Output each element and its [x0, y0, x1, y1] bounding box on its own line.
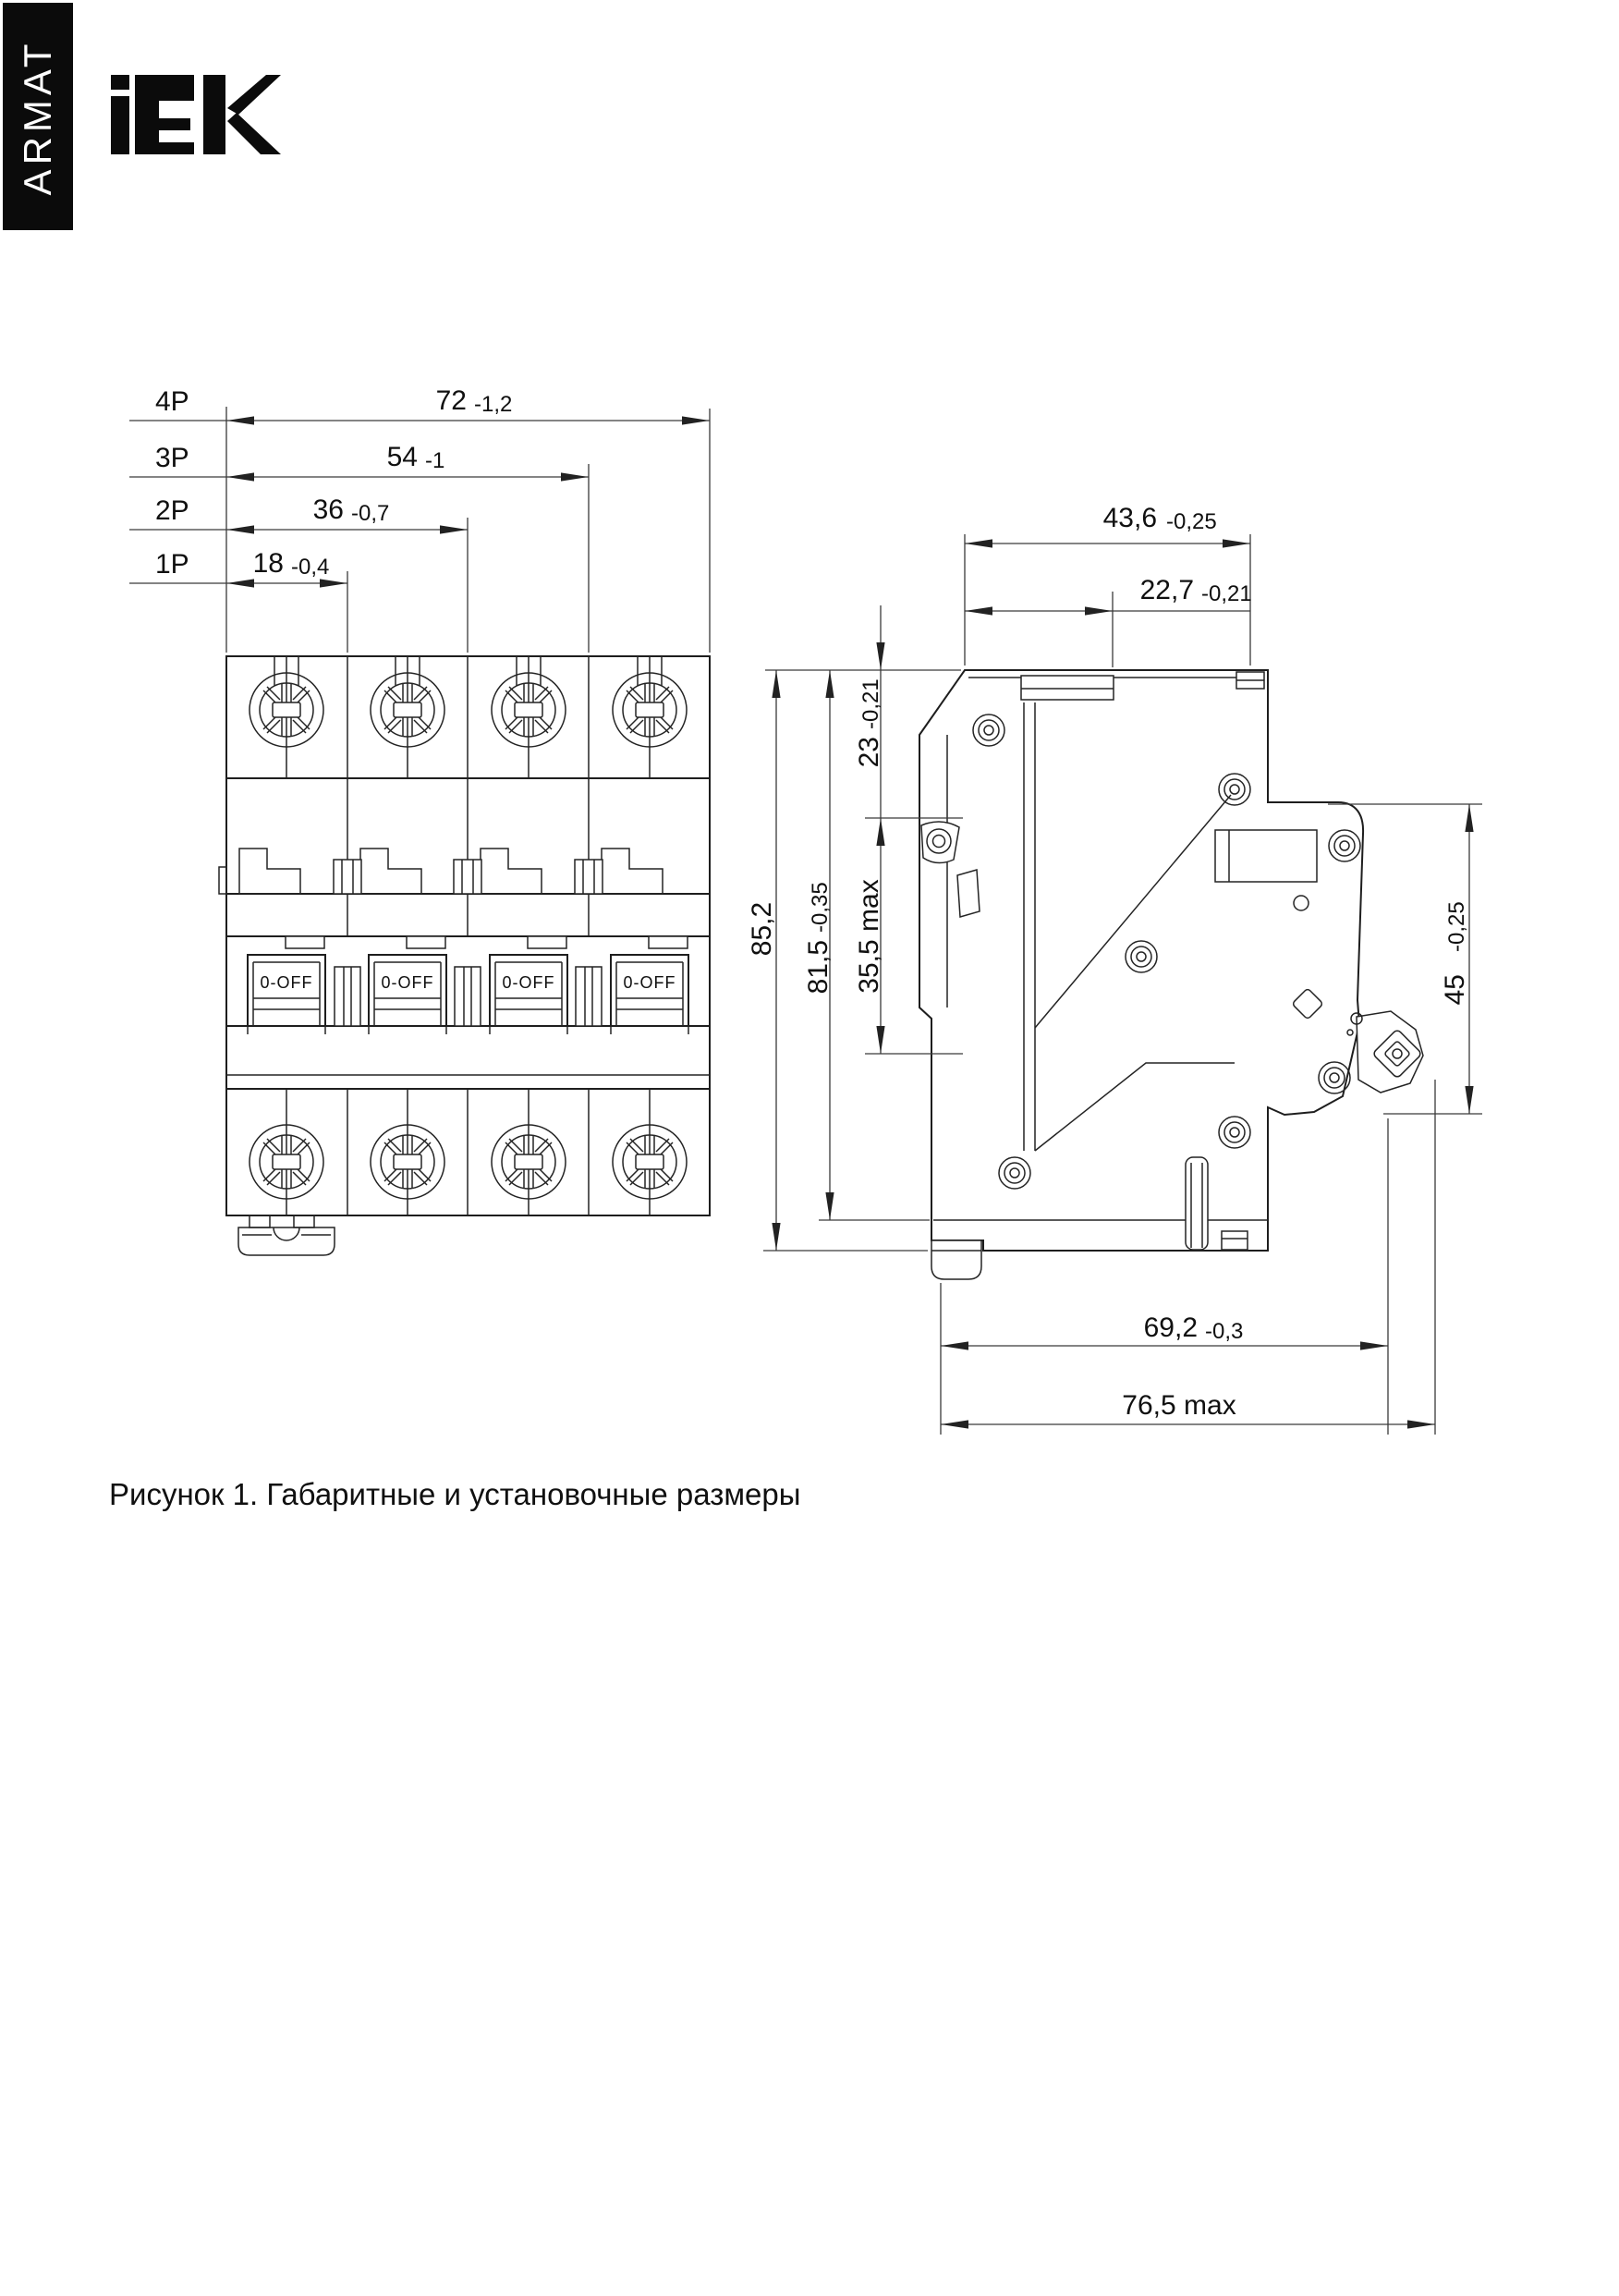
series-label: ARMAT — [16, 39, 59, 196]
dim-76-5-value: 76,5 max — [1122, 1390, 1236, 1421]
dim-36-value: 36 — [312, 495, 344, 525]
dim-43-6-tolerance: -0,25 — [1166, 509, 1217, 534]
pole-label-4p: 4P — [155, 386, 189, 417]
front-dimensions — [129, 385, 710, 653]
dim-18-value: 18 — [252, 548, 284, 579]
latch-wedge — [957, 870, 980, 917]
front-terminal-band — [219, 849, 663, 894]
dim-45-value: 45 — [1440, 974, 1470, 1006]
front-view — [129, 385, 710, 1255]
rail-clamp-pawl — [1347, 1011, 1423, 1093]
pole-label-1p: 1P — [155, 549, 189, 580]
dim-22-7-tolerance: -0,21 — [1201, 581, 1252, 606]
dim-23-value: 23 — [854, 737, 884, 768]
dim-54-tolerance: -1 — [425, 448, 445, 473]
pole-label-2p: 2P — [155, 495, 189, 526]
side-body-outline — [919, 670, 1363, 1251]
dim-72-value: 72 — [435, 385, 467, 416]
toggle-label: 0-OFF — [381, 973, 434, 992]
dim-69-2-tolerance: -0,3 — [1205, 1319, 1244, 1344]
side-din-foot — [931, 1240, 981, 1279]
dim-81-5-value: 81,5 — [803, 940, 834, 995]
dim-36-tolerance: -0,7 — [351, 501, 390, 526]
iek-logo — [111, 75, 281, 154]
dim-81-5-tolerance: -0,35 — [808, 882, 833, 933]
side-view — [747, 503, 1482, 1435]
dim-22-7-value: 22,7 — [1139, 575, 1194, 605]
dim-85-2-value: 85,2 — [747, 901, 777, 957]
dim-43-6-value: 43,6 — [1102, 503, 1157, 533]
front-toggles — [248, 936, 688, 1034]
pole-label-3p: 3P — [155, 443, 189, 473]
din-rail-window — [1215, 830, 1317, 882]
dim-18-tolerance: -0,4 — [291, 555, 330, 580]
dim-45-tolerance: -0,25 — [1444, 901, 1469, 952]
din-clip-slider — [1186, 1157, 1208, 1250]
dim-54-value: 54 — [386, 442, 418, 472]
dim-23-tolerance: -0,21 — [858, 678, 883, 729]
toggle-label: 0-OFF — [502, 973, 555, 992]
front-din-foot — [238, 1215, 335, 1255]
dim-69-2-value: 69,2 — [1143, 1313, 1198, 1343]
dim-72-tolerance: -1,2 — [474, 392, 513, 417]
armat-sidebar — [3, 3, 73, 230]
toggle-label: 0-OFF — [260, 973, 313, 992]
toggle-label: 0-OFF — [623, 973, 676, 992]
dim-35-5-value: 35,5 max — [854, 879, 884, 994]
figure-caption: Рисунок 1. Габаритные и установочные размеры — [109, 1477, 801, 1511]
side-dimensions — [747, 503, 1482, 1435]
